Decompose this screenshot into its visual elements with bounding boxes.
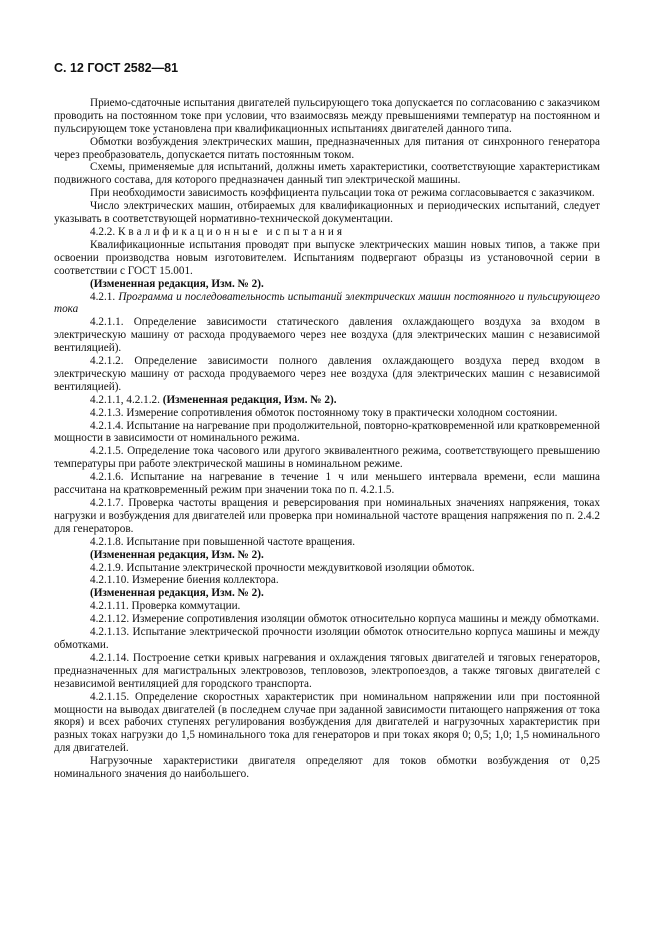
amendment-note: (Измененная редакция, Изм. № 2). [90, 587, 264, 600]
list-item: 4.2.1.6. Испытание на нагревание в течение 1 ч или меньшего интервала времени, если машина рассчитана на кратковременный режим при значении тока по п. 4.2.1.5. [54, 471, 600, 497]
amendment-note: (Измененная редакция, Изм. № 2). [162, 393, 337, 406]
paragraph: Число электрических машин, отбираемых для квалификационных и периодических испытаний, следует указывать в соответствующей нормативно-технической документации. [54, 200, 600, 226]
list-item: 4.2.1.5. Определение тока часового или другого эквивалентного режима, соответствующего превышению температуры при работе электрической машины в номинальном режиме. [54, 445, 600, 471]
section-heading-4-2-1 [54, 291, 600, 317]
list-item: 4.2.1.11. Проверка коммутации. [90, 600, 241, 613]
amendment-reference [54, 394, 600, 407]
list-item: 4.2.1.12. Измерение сопротивления изоляции обмоток относительно корпуса машины и между обмотками. [90, 613, 600, 626]
paragraph: Схемы, применяемые для испытаний, должны иметь характеристики, соответствующие характеристикам подвижного состава, для которого предназначен данный тип электрической машины. [54, 161, 600, 187]
paragraph: Приемо-сдаточные испытания двигателей пульсирующего тока допускается по согласованию с заказчиком проводить на постоянном токе при условии, что взаимосвязь между превышениями температур на постоянном и пульсирующем токе установлена при квалификационных испытаниях двигателей данного типа. [54, 96, 600, 135]
list-item: 4.2.1.3. Измерение сопротивления обмоток постоянному току в практически холодном состоянии. [90, 406, 558, 419]
list-item: 4.2.1.10. Измерение биения коллектора. [90, 574, 279, 587]
paragraph: При необходимости зависимость коэффициента пульсации тока от режима согласовывается с заказчиком. [90, 187, 595, 200]
page-header: С. 12 ГОСТ 2582—81 [54, 61, 179, 75]
list-item: 4.2.1.14. Построение сетки кривых нагревания и охлаждения тяговых двигателей и тяговых генераторов, предназначенных для магистральных электровозов, тепловозов, электропоездов, а также тяговых двигателей с независимой вентиляцией для городского транспорта. [54, 651, 600, 690]
list-item: 4.2.1.9. Испытание электрической прочности междувитковой изоляции обмоток. [90, 561, 475, 574]
paragraph: Квалификационные испытания проводят при выпуске электрических машин новых типов, а также при освоении производства новым изготовителем. Испытаниям подвергают образцы из установочной серии в соответствии с ГОСТ 15.001. [54, 238, 600, 277]
list-item: 4.2.1.4. Испытание на нагревание при продолжительной, повторно-кратковременной или кратковременной мощности в зависимости от номинального режима. [54, 419, 600, 445]
item-refs: 4.2.1.1, 4.2.1.2. [90, 393, 160, 406]
section-number: 4.2.2. [90, 225, 116, 238]
amendment-note: (Измененная редакция, Изм. № 2). [90, 548, 264, 561]
list-item: 4.2.1.8. Испытание при повышенной частоте вращения. [90, 535, 356, 548]
section-title: Программа и последовательность испытаний электрических машин постоянного и пульсирующего тока [54, 290, 600, 316]
paragraph: Обмотки возбуждения электрических машин, предназначенных для питания от синхронного генератора через преобразователь, допускается питать постоянным током. [54, 135, 600, 161]
list-item: 4.2.1.2. Определение зависимости полного давления охлаждающего воздуха перед входом в электрическую машину от расхода продуваемого через нее воздуха (для электрических машин с независимой вентиляцией). [54, 355, 600, 393]
paragraph: Нагрузочные характеристики двигателя определяют для токов обмотки возбуждения от 0,25 номинального значения до наибольшего. [54, 755, 600, 781]
document-page [54, 62, 600, 781]
section-heading-4-2-2 [54, 226, 600, 239]
section-title: Квалификационные испытания [117, 225, 346, 238]
list-item: 4.2.1.15. Определение скоростных характеристик при номинальном напряжении или при постоянной мощности на выводах двигателей (в последнем случае при заданной зависимости питающего напряжения от тока якоря) и всех рабочих ступенях регулирования возбуждения для двигателей и нагрузочных характеристик при разных токах нагрузки до 1,5 номинального тока для генераторов и при токах якоря 0; 0,5; 1,0; 1,5 номинального для двигателей. [54, 690, 600, 755]
list-item: 4.2.1.13. Испытание электрической прочности изоляции обмоток относительно корпуса машины и между обмотками. [54, 626, 600, 651]
amendment-note: (Измененная редакция, Изм. № 2). [90, 277, 264, 290]
section-number: 4.2.1. [90, 290, 116, 303]
list-item: 4.2.1.7. Проверка частоты вращения и реверсирования при номинальных значениях напряжения, токах нагрузки и возбуждения для двигателей или проверка при номинальной частоте вращения напряжения по п. 2.4.2 для генераторов. [54, 497, 600, 535]
list-item: 4.2.1.1. Определение зависимости статического давления охлаждающего воздуха за входом в электрическую машину от расхода продуваемого через нее воздуха (для электрических машин с независимой вентиляцией). [54, 316, 600, 355]
